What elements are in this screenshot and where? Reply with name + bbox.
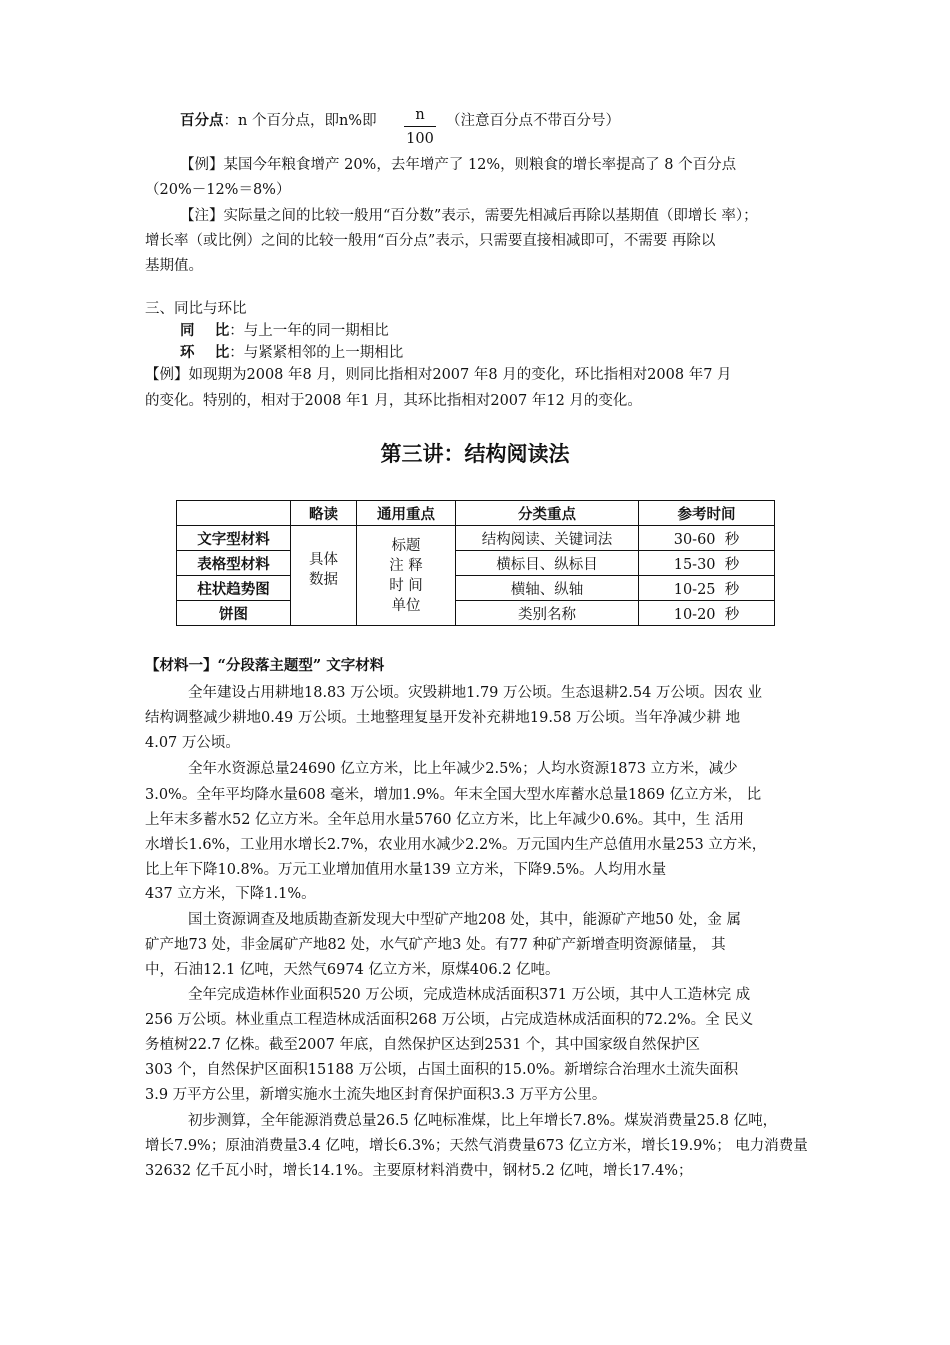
note1-line1: 【注】实际量之间的比较一般用“百分数”表示，需要先相减后再除以基期值（即增长 率）； (180, 208, 758, 224)
mom-line (180, 343, 403, 363)
material1-line: 水增长1.6%，工业用水增长2.7%，农业用水减少2.2%。万元国内生产总值用水量253 立方米， (145, 837, 767, 853)
percent-point-colon: ： (223, 113, 238, 129)
skim-text: 数据 (309, 571, 338, 588)
fraction-bar (404, 126, 436, 127)
fraction-numerator: n (415, 107, 425, 123)
reading-method-table (176, 500, 775, 626)
table-header-cell: 分类重点 (456, 501, 639, 526)
table-row (177, 576, 775, 601)
material1-line: 437 立方米，下降1.1%。 (145, 886, 316, 902)
material1-line: 全年水资源总量24690 亿立方米，比上年减少2.5%；人均水资源1873 立方米，减少 (188, 761, 738, 777)
table-header-cell: 通用重点 (357, 501, 456, 526)
table-row-label: 饼图 (177, 601, 291, 626)
material1-line: 初步测算，全年能源消费总量26.5 亿吨标准煤，比上年增长7.8%。煤炭消费量25.8 亿吨， (188, 1113, 778, 1129)
table-category-cell: 结构阅读、关键词法 (456, 526, 639, 551)
skim-text: 具体 (309, 551, 338, 568)
table-row-label: 文字型材料 (177, 526, 291, 551)
material1-line: 303 个，自然保护区面积15188 万公顷，占国土面积的15.0%。新增综合治理水土流失面积 (145, 1062, 739, 1078)
table-row (177, 601, 775, 626)
yoy-text: ：与上一年的同一期相比 (229, 323, 389, 339)
table-header-cell: 参考时间 (639, 501, 775, 526)
table-header-cell: 略读 (291, 501, 357, 526)
table-category-cell: 横标目、纵标目 (456, 551, 639, 576)
material1-line: 比上年下降10.8%。万元工业增加值用水量139 立方米，下降9.5%。人均用水量 (145, 862, 667, 878)
material1-line: 增长7.9%；原油消费量3.4 亿吨，增长6.3%；天然气消费量673 亿立方米，增长19.9%； 电力消费量 (145, 1138, 808, 1154)
mom-text: ：与紧紧相邻的上一期相比 (229, 345, 404, 361)
table-header-cell (177, 501, 291, 526)
material1-line: 3.0%。全年平均降水量608 毫米，增加1.9%。年末全国大型水库蓄水总量1869 亿立方米， 比 (145, 787, 762, 803)
table-time-cell: 30-60 秒 (639, 526, 775, 551)
material1-line: 上年末多蓄水52 亿立方米。全年总用水量5760 亿立方米，比上年减少0.6%。其中，生 活用 (145, 812, 745, 828)
table-category-cell: 类别名称 (456, 601, 639, 626)
yoy-label: 同 比 (180, 322, 230, 339)
material1-line: 矿产地73 处，非金属矿产地82 处，水气矿产地3 处。有77 种矿产新增查明资源储量， 其 (145, 937, 726, 953)
material1-line: 结构调整减少耕地0.49 万公顷。土地整理复垦开发补充耕地19.58 万公顷。当年净减少耕 地 (145, 710, 741, 726)
table-row (177, 526, 775, 551)
material1-title: 【材料一】“分段落主题型” 文字材料 (145, 657, 385, 674)
common-focus-cell (357, 526, 456, 626)
table-category-cell: 横轴、纵轴 (456, 576, 639, 601)
example1-line1: 【例】某国今年粮食增产 20%，去年增产了 12%，则粮食的增长率提高了 8 个百分点 (180, 157, 737, 173)
table-row (177, 551, 775, 576)
fraction-n-over-100 (400, 106, 440, 148)
common-focus-text: 单位 (391, 597, 421, 614)
percent-point-label: 百分点 (180, 112, 224, 129)
common-focus-text: 标题 (391, 537, 421, 554)
table-time-cell: 15-30 秒 (639, 551, 775, 576)
common-focus-text: 时 间 (389, 577, 423, 594)
material1-line: 全年建设占用耕地18.83 万公顷。灾毁耕地1.79 万公顷。生态退耕2.54 万公顷。因农 业 (188, 685, 763, 701)
mom-label: 环 比 (180, 344, 230, 361)
note1-line3: 基期值。 (145, 258, 203, 274)
yoy-line (180, 321, 389, 341)
section3-example-line1: 【例】如现期为2008 年8 月，则同比指相对2007 年8 月的变化，环比指相对2008 年7 月 (145, 367, 732, 383)
table-header-row (177, 501, 775, 526)
section3-example-line2: 的变化。特别的，相对于2008 年1 月，其环比指相对2007 年12 月的变化。 (145, 393, 642, 409)
example1-line2: （20%－12%＝8%） (145, 182, 291, 198)
table-row-label: 表格型材料 (177, 551, 291, 576)
lecture-title: 第三讲：结构阅读法 (380, 441, 570, 466)
table-time-cell: 10-20 秒 (639, 601, 775, 626)
material1-line: 务植树22.7 亿株。截至2007 年底，自然保护区达到2531 个，其中国家级自然保护区 (145, 1037, 700, 1053)
material1-line: 国土资源调查及地质勘查新发现大中型矿产地208 处，其中，能源矿产地50 处，金 属 (188, 912, 741, 928)
skim-cell (291, 526, 357, 626)
material1-line: 32632 亿千瓦小时，增长14.1%。主要原材料消费中，钢材5.2 亿吨，增长17.4%； (145, 1163, 693, 1179)
material1-line: 3.9 万平方公里，新增实施水土流失地区封育保护面积3.3 万平方公里。 (145, 1087, 607, 1103)
material1-line: 中，石油12.1 亿吨，天然气6974 亿立方米，原煤406.2 亿吨。 (145, 962, 560, 978)
material1-line: 256 万公顷。林业重点工程造林成活面积268 万公顷，占完成造林成活面积的72.2%。全 民义 (145, 1012, 754, 1028)
percent-point-note: （注意百分点不带百分号） (446, 113, 620, 129)
percent-point-line (180, 111, 377, 131)
table-row-label: 柱状趋势图 (177, 576, 291, 601)
material1-line: 4.07 万公顷。 (145, 735, 240, 751)
material1-line: 全年完成造林作业面积520 万公顷，完成造林成活面积371 万公顷，其中人工造林完 成 (188, 987, 751, 1003)
section3-title: 三、同比与环比 (145, 301, 247, 317)
note1-line2: 增长率（或比例）之间的比较一般用“百分点”表示，只需要直接相减即可，不需要 再除以 (145, 233, 716, 249)
table-time-cell: 10-25 秒 (639, 576, 775, 601)
percent-point-text: n 个百分点，即n%即 (238, 113, 377, 129)
common-focus-text: 注 释 (389, 557, 423, 574)
fraction-denominator: 100 (406, 131, 434, 147)
